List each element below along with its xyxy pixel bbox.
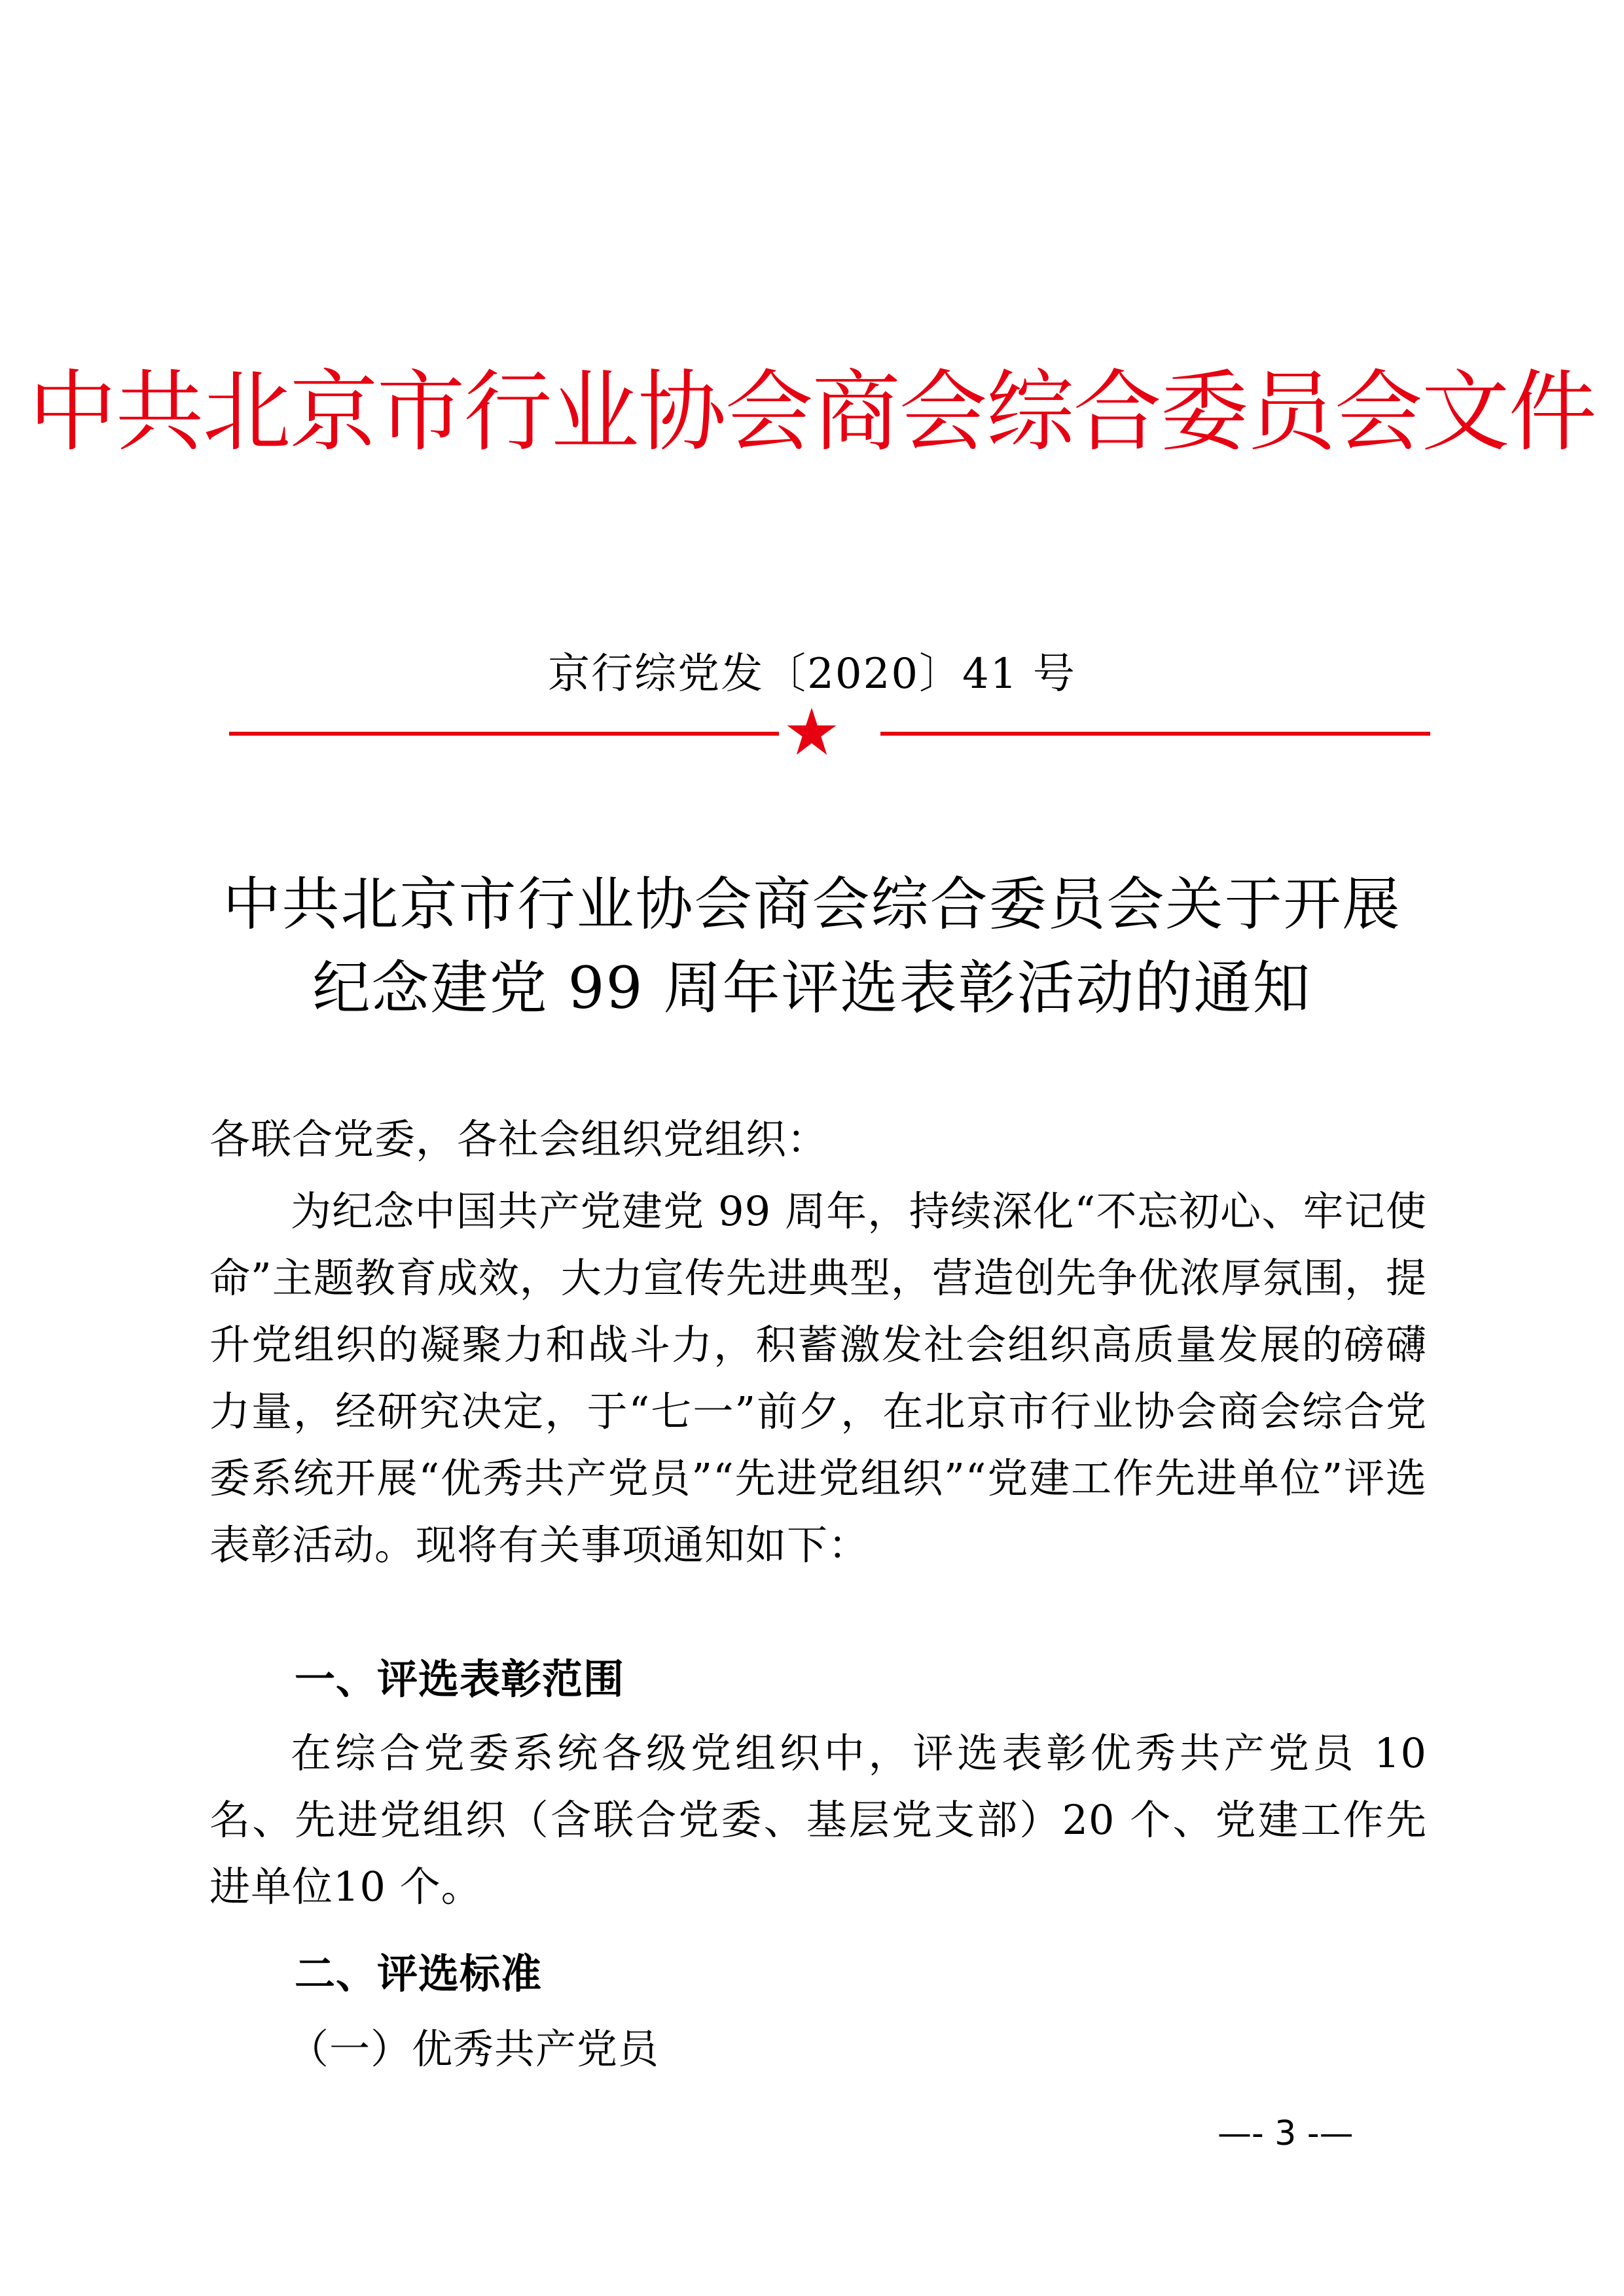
document-number: 京行综党发〔2020〕41 号 — [548, 650, 1076, 698]
intro-paragraph: 为纪念中国共产党建党 99 周年，持续深化“不忘初心、牢记使命”主题教育成效，大力宣传先进典型，营造创先争优浓厚氛围，提升党组织的凝聚力和战斗力，积蓄激发社会组织高质量发展的磅礴力量，经研究决定，于“七一”前夕，在北京市行业协会商会综合党委系统开展“优秀共产党员”“先进党组织”“党建工作先进单位”评选表彰活动。现将有关事项通知如下： — [209, 1187, 1427, 1569]
red-star-icon — [785, 706, 838, 758]
red-rule-left — [229, 732, 779, 736]
title-line-1: 中共北京市行业协会商会综合委员会关于开展 — [223, 870, 1401, 938]
section-1-text: 在综合党委系统各级党组织中，评选表彰优秀共产党员 10 名、先进党组织（含联合党委、基层党支部）20 个、党建工作先进单位10 个。 — [209, 1729, 1427, 1910]
page-number: —- 3 -— — [1218, 2114, 1354, 2153]
red-rule-right — [880, 732, 1430, 736]
masthead: 中共北京市行业协会商会综合委员会文件 — [28, 361, 1596, 463]
document-title — [0, 863, 1624, 1030]
section-2-subheading: （一）优秀共产党员 — [288, 2025, 660, 2073]
section-1-heading: 一、评选表彰范围 — [295, 1655, 625, 1703]
title-line-2: 纪念建党 99 周年评选表彰活动的通知 — [312, 954, 1312, 1022]
section-2-heading: 二、评选标准 — [295, 1950, 543, 1998]
salutation: 各联合党委，各社会组织党组织： — [209, 1115, 829, 1163]
